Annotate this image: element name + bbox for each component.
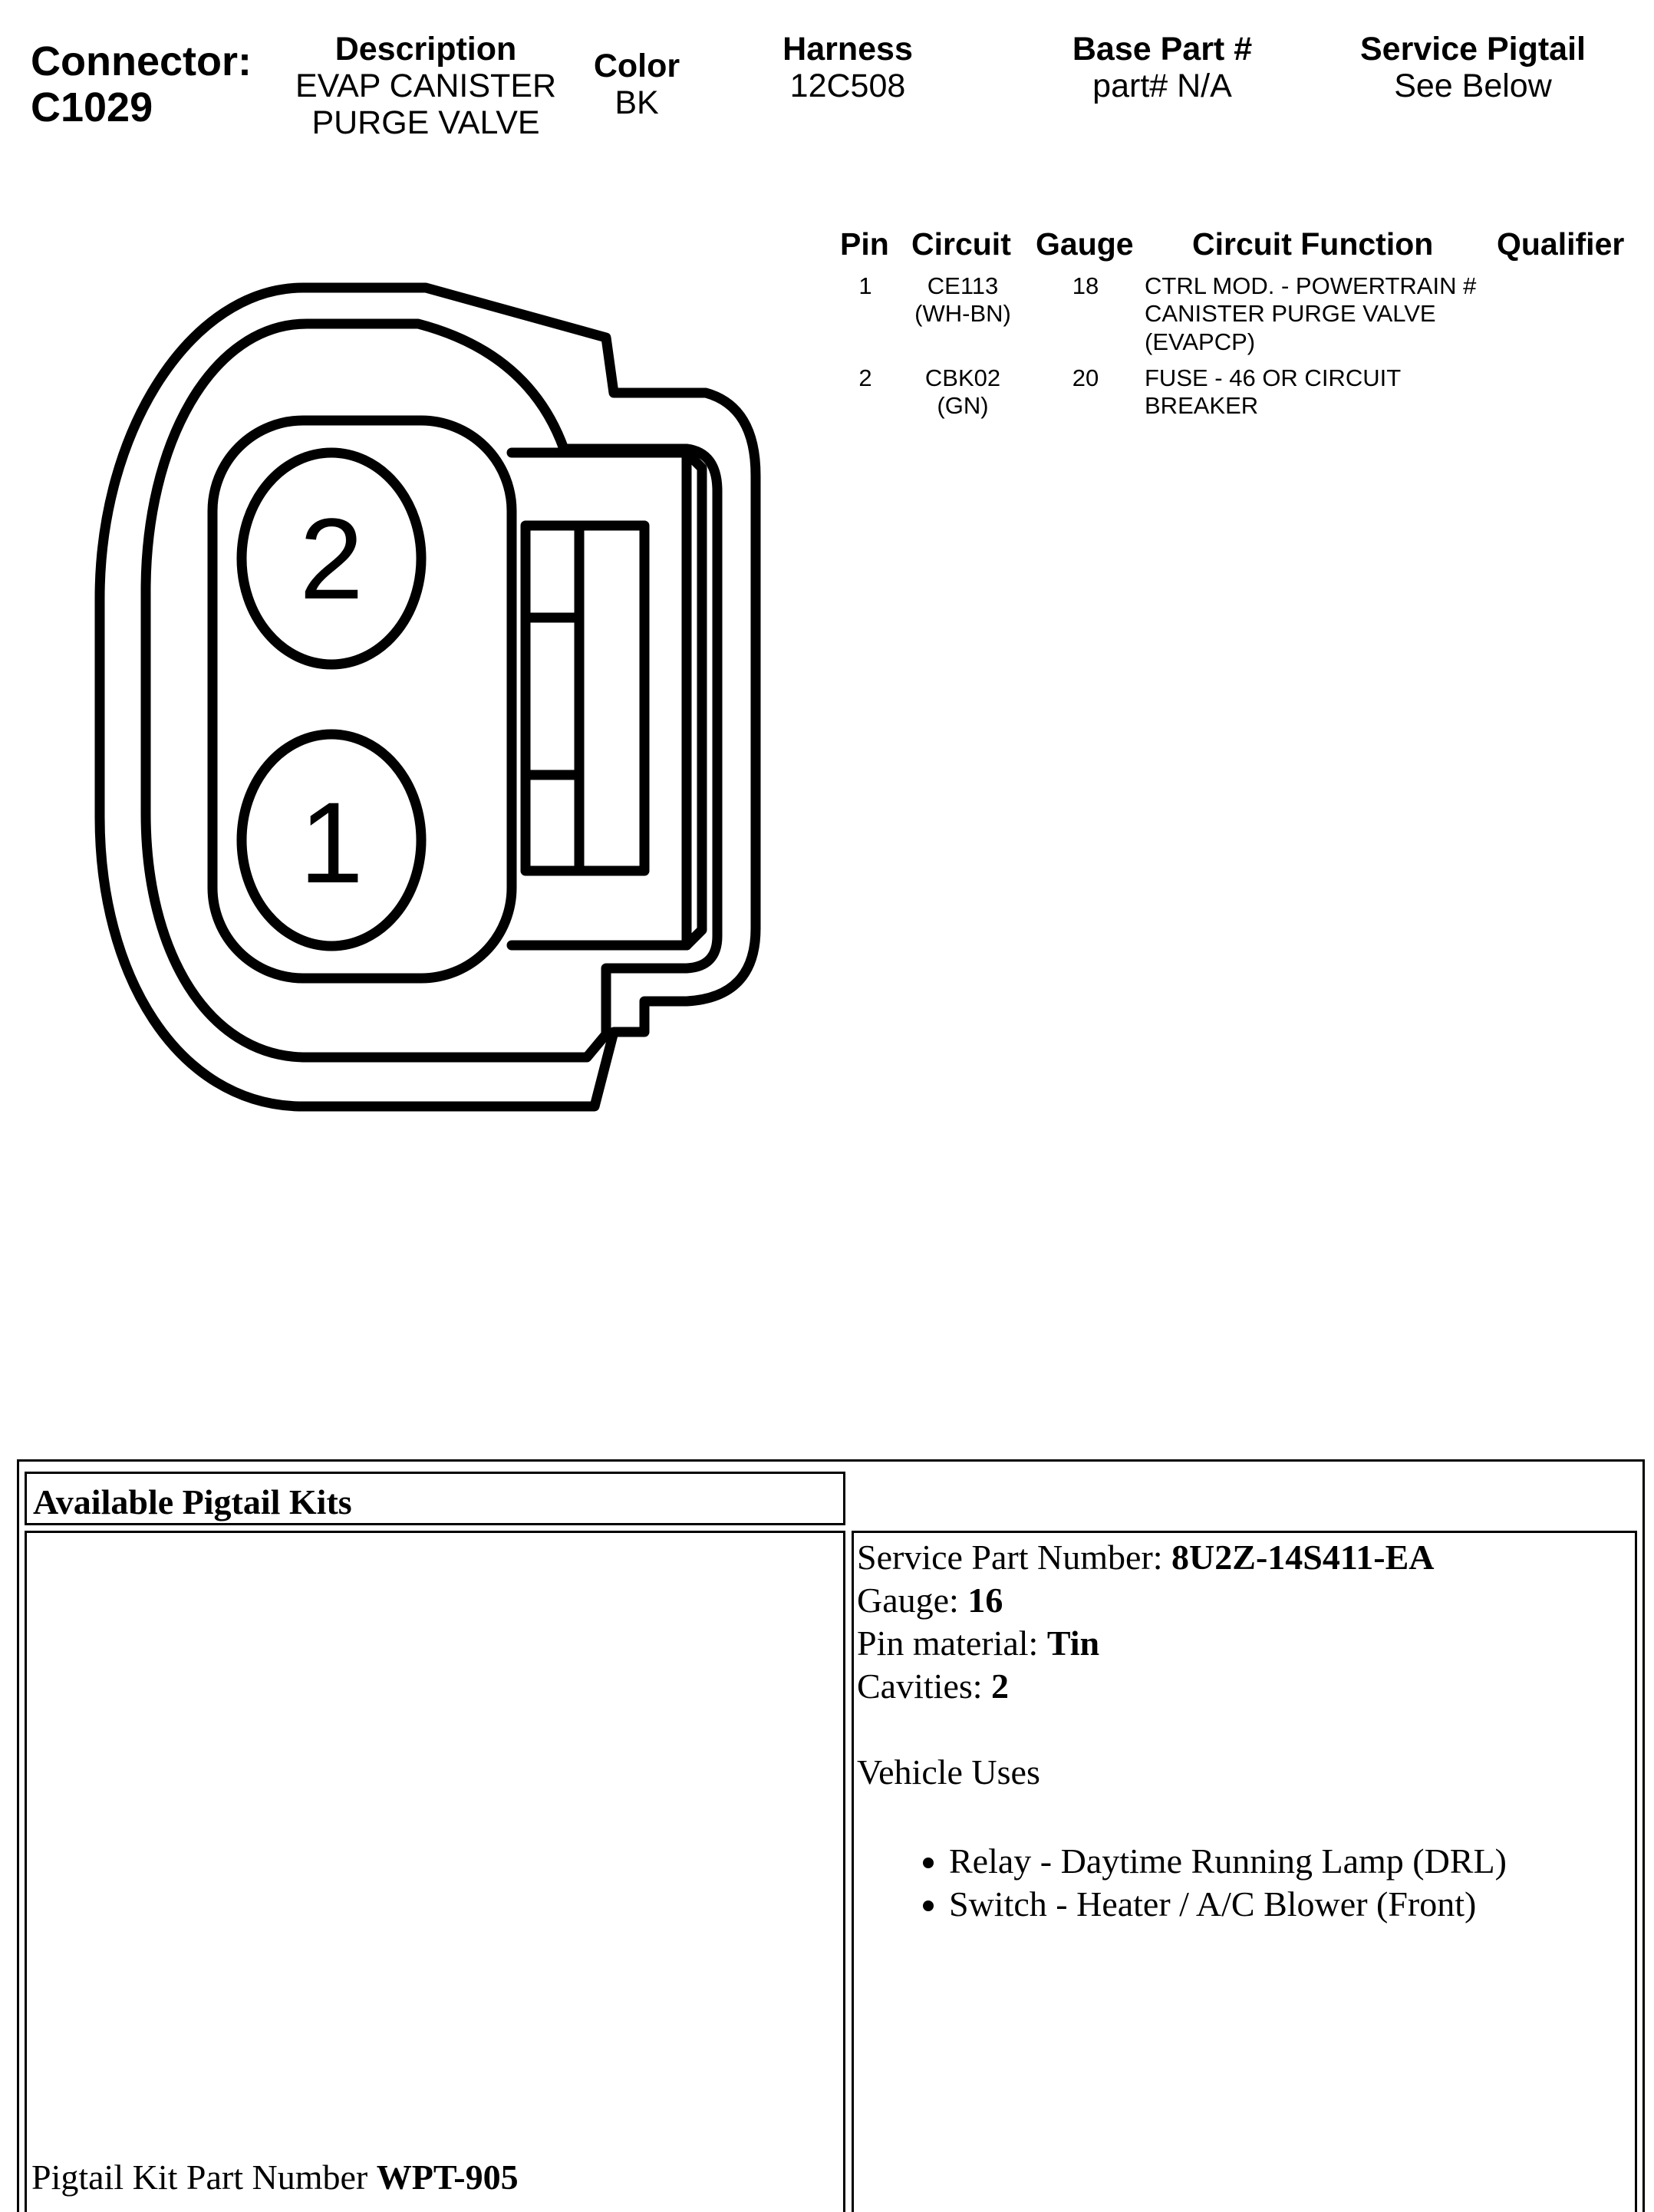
pigtail-details-cell [852, 1531, 1637, 2212]
color-label: Color [593, 48, 680, 84]
gauge-line [857, 1579, 1507, 1622]
pigtail-image-cell [25, 1531, 845, 2212]
cavities-value: 2 [991, 1666, 1010, 1706]
pin-table-header-qualifier: Qualifier [1497, 226, 1625, 262]
pigtail-kit-part-number [31, 2156, 519, 2199]
pin-number: 2 [858, 364, 872, 391]
base-part-label: Base Part # [1072, 31, 1253, 68]
circuit-cell [898, 364, 1028, 420]
gauge-cell: 18 [1072, 272, 1099, 299]
service-pigtail-label: Service Pigtail [1360, 31, 1586, 68]
harness-label: Harness [783, 31, 913, 68]
vehicle-uses-list [857, 1840, 1507, 1926]
function-line: FUSE - 46 OR CIRCUIT [1145, 364, 1402, 391]
pin-table-header-pin: Pin [840, 226, 889, 262]
function-line: CTRL MOD. - POWERTRAIN # [1145, 272, 1477, 299]
description-line-2: PURGE VALVE [311, 104, 540, 142]
harness-value: 12C508 [789, 68, 906, 105]
function-line: (EVAPCP) [1145, 328, 1256, 355]
pin-material-label: Pin material: [857, 1624, 1047, 1663]
connector-face-diagram [0, 0, 813, 1136]
circuit-id: CE113 [927, 272, 999, 299]
list-item: • Switch - Heater / A/C Blower (Front) [949, 1883, 1507, 1926]
pigtail-kits-title-cell [25, 1472, 845, 1525]
pigtail-details [857, 1536, 1507, 1926]
vehicle-uses-label: Vehicle Uses [857, 1752, 1040, 1792]
service-part-label: Service Part Number: [857, 1538, 1172, 1577]
circuit-cell [898, 272, 1028, 328]
pin-table-header-function: Circuit Function [1192, 226, 1434, 262]
locking-tab [526, 526, 644, 871]
pigtail-kits-title: Available Pigtail Kits [33, 1482, 352, 1521]
service-part-line [857, 1536, 1507, 1579]
color-value: BK [614, 84, 659, 122]
function-cell [1145, 364, 1497, 420]
cavities-line [857, 1665, 1507, 1708]
tab-notch [526, 618, 579, 775]
pin-table-header-gauge: Gauge [1036, 226, 1134, 262]
kit-part-value: WPT-905 [376, 2158, 519, 2197]
base-part-column [1047, 31, 1277, 104]
circuit-id: CBK02 [924, 364, 1001, 391]
service-part-value: 8U2Z-14S411-EA [1171, 1538, 1435, 1577]
function-line: CANISTER PURGE VALVE [1145, 300, 1436, 328]
pin-material-value: Tin [1046, 1624, 1100, 1663]
service-pigtail-column [1331, 31, 1615, 104]
description-label: Description [334, 31, 517, 68]
circuit-color: (WH-BN) [914, 300, 1011, 328]
service-pigtail-value: See Below [1394, 68, 1552, 105]
pin-material-line [857, 1622, 1507, 1665]
function-cell [1145, 272, 1497, 356]
list-item: • Relay - Daytime Running Lamp (DRL) [949, 1840, 1507, 1883]
pin-number: 1 [858, 272, 872, 299]
gauge-label: Gauge: [857, 1581, 968, 1620]
gauge-value: 16 [967, 1581, 1003, 1620]
pin-table-header-circuit: Circuit [911, 226, 1011, 262]
cavity-1-label: 1 [299, 778, 364, 907]
circuit-color: (GN) [937, 392, 989, 420]
connector-id: C1029 [31, 84, 153, 131]
connector-label: Connector: [31, 38, 252, 84]
kit-part-label: Pigtail Kit Part Number [31, 2158, 377, 2197]
housing-outer-outline [100, 288, 756, 1106]
gauge-cell: 20 [1072, 364, 1099, 391]
function-line: BREAKER [1145, 392, 1259, 420]
cavities-label: Cavities: [857, 1666, 992, 1706]
base-part-value: part# N/A [1092, 68, 1232, 105]
description-line-1: EVAP CANISTER [295, 68, 557, 105]
cavity-2-label: 2 [299, 494, 364, 623]
